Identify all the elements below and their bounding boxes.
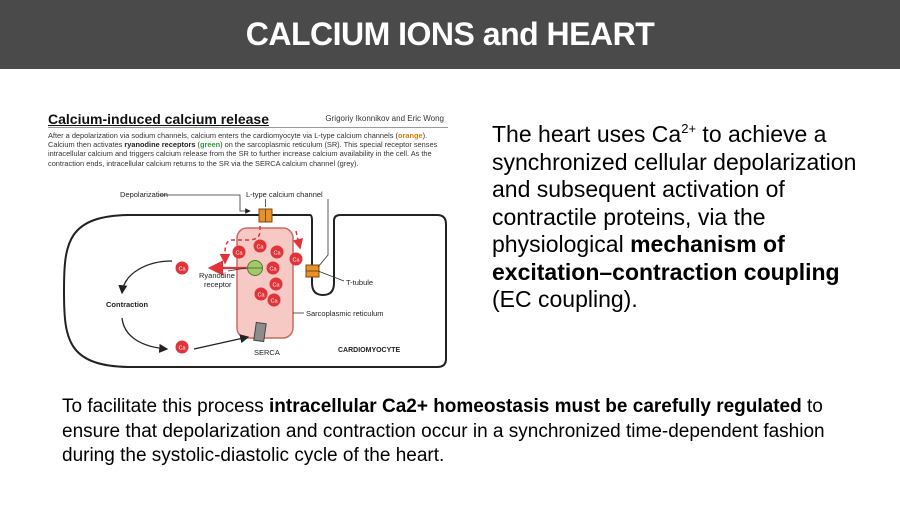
cardiomyocyte-diagram xyxy=(42,103,452,373)
ca-ion-icon xyxy=(290,253,303,266)
svg-text:Ca: Ca xyxy=(272,282,280,289)
svg-text:Ca: Ca xyxy=(273,250,281,257)
ca-ion-icon xyxy=(176,341,189,354)
ca-ion-icon xyxy=(176,262,189,275)
svg-text:Ca: Ca xyxy=(257,292,265,299)
caption-part: After a depolarization via sodium channels, calcium enters the cardiomyocyte via L-type calcium channels ( xyxy=(48,131,398,140)
ca-ion-icon xyxy=(268,294,281,307)
ca-ion-icon xyxy=(270,278,283,291)
svg-text:Ca: Ca xyxy=(269,266,277,273)
charge-superscript: 2+ xyxy=(681,121,697,136)
caption-ryanodine: ryanodine receptors xyxy=(124,140,196,150)
title-bar xyxy=(0,0,900,69)
bottom-text: To facilitate this process xyxy=(62,396,269,417)
l-type-channel-icon xyxy=(259,209,272,222)
bottom-paragraph xyxy=(62,395,882,469)
ca-ion-icon xyxy=(233,246,246,259)
svg-text:Ca: Ca xyxy=(178,345,186,352)
figure-authors: Grigoriy Ikonnikov and Eric Wong xyxy=(325,114,444,123)
l-type-label: L-type calcium channel xyxy=(246,190,323,199)
ca-ion-icon xyxy=(254,240,267,253)
ca-ion-icon xyxy=(255,288,268,301)
receptor-label: receptor xyxy=(204,280,232,289)
paragraph-text: The heart uses Ca xyxy=(492,121,682,147)
ca-ion-icon xyxy=(271,246,284,259)
slide-title: CALCIUM IONS and HEART xyxy=(245,16,655,52)
caption-part: ) on the sarcoplasmic reticulum (SR). This special receptor senses intracellular calcium and triggers calcium release from the SR to further increase calcium availability in the cell. As the contraction ends, intracellular calcium returns to the SR via the SERCA calcium channel (grey). xyxy=(48,140,438,168)
svg-text:Ca: Ca xyxy=(270,298,278,305)
contraction-arrow-upper xyxy=(122,261,172,293)
ca-ion-icon xyxy=(267,262,280,275)
bottom-text: to ensure that depolarization and contraction occur in a synchronized time-dependent fashion during the systolic-diastolic cycle of the heart. xyxy=(62,396,825,466)
bottom-emphasis: intracellular Ca2+ homeostasis must be carefully regulated xyxy=(268,396,802,417)
ryanodine-label: Ryanodine xyxy=(199,271,235,280)
calcium-release-figure xyxy=(42,103,452,373)
contraction-arrow-lower xyxy=(122,318,167,349)
sarcoplasmic-label: Sarcoplasmic reticulum xyxy=(306,309,384,318)
t-tubule-channel-icon xyxy=(306,265,319,277)
t-tubule-label: T-tubule xyxy=(346,278,374,287)
t-tubule-label-leader xyxy=(318,271,344,281)
t-tubule-leader xyxy=(318,199,328,267)
depolarization-leader xyxy=(159,195,250,211)
depolarization-label: Depolarization xyxy=(120,190,168,199)
main-paragraph xyxy=(492,121,872,314)
paragraph-text: to achieve a synchronized cellular depolarization and subsequent activation of contractile proteins, via the physiological xyxy=(492,121,857,257)
svg-text:Ca: Ca xyxy=(292,257,300,264)
cardiomyocyte-label: CARDIOMYOCYTE xyxy=(338,347,401,354)
svg-text:Ca: Ca xyxy=(235,250,243,257)
svg-text:Ca: Ca xyxy=(178,266,186,273)
figure-title: Calcium-induced calcium release xyxy=(48,111,269,127)
serca-label: SERCA xyxy=(254,348,280,357)
paragraph-emphasis: mechanism of excitation–contraction coupling xyxy=(492,231,840,285)
serca-pump-icon xyxy=(254,322,266,341)
caption-green: green xyxy=(199,140,221,150)
caption-part: ). Calcium then activates xyxy=(48,131,428,150)
paragraph-text: (EC coupling). xyxy=(492,286,638,312)
caption-part: ( xyxy=(195,140,200,150)
serca-return-arrow xyxy=(194,337,248,349)
ca-tubule-dashed-arrow xyxy=(296,231,300,248)
contraction-label: Contraction xyxy=(106,300,149,309)
svg-text:Ca: Ca xyxy=(256,244,264,251)
caption-orange: orange xyxy=(398,131,423,140)
